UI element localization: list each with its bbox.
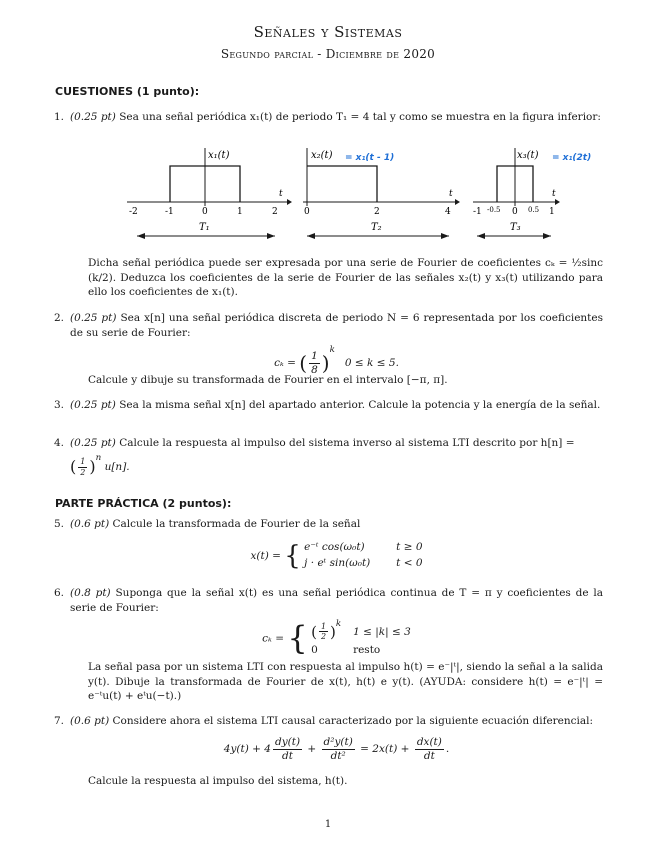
plot-x3 [473,148,591,239]
frac-den: 8 [311,363,318,376]
question-text: Suponga que la señal x(t) es una señal periódica continua de T = π y coeficientes de la serie de Fourier: [70,587,603,614]
fraction [322,736,355,762]
plot-x2 [303,148,460,239]
plot1-tick: -2 [129,207,138,217]
section-practica: PARTE PRÁCTICA (2 puntos): [55,497,232,510]
question-points: (0.25 pt) [70,312,117,324]
case-cond: 1 ≤ |k| ≤ 3 [353,625,411,638]
section-cuestiones: CUESTIONES (1 punto): [55,85,200,98]
plot3-period: T₃ [510,222,521,233]
plot3-label: x₃(t) [517,150,539,161]
question-number: 4. [54,437,65,449]
plot2-axis: t [449,189,453,199]
eq-part: + [307,743,317,756]
question-points: (0.6 pt) [70,715,110,727]
plot1-tick: -1 [165,207,174,217]
plot3-tick: 1 [549,207,555,217]
plot2-label: x₂(t) [311,150,333,161]
question-text: Calcule la respuesta al impulso del sistema inverso al sistema LTI descrito por h[n] = [119,437,575,449]
plot2-tick: 4 [445,207,451,217]
page-number: 1 [324,819,332,830]
question-points: (0.25 pt) [70,399,116,411]
frac-num: d²y(t) [323,736,353,748]
question-points: (0.25 pt) [70,111,116,123]
question-number: 2. [54,312,65,324]
question-4-formula: ( $\frac{1}{2}$ )$^n$ u[n]. [70,453,130,477]
frac-num: 1 [311,349,318,362]
frac-num: dy(t) [274,736,301,748]
plot-x1 [127,148,292,239]
frac-num: dx(t) [416,736,442,748]
piecewise-cases [304,540,422,572]
question-text: Considere ahora el sistema LTI causal caracterizado por la siguiente ecuación diferencial: [112,715,594,727]
equation-ck-continuous: cₖ = { ( $\frac{1}{2}$ )$^k$1 ≤ |k| ≤ 3 0 resto [262,618,411,657]
frac-den: dt [423,749,435,762]
question-3 [54,398,603,413]
question-6 [54,586,603,615]
plot3-tick: -1 [473,207,482,217]
question-points: (0.6 pt) [70,518,110,530]
fraction [78,457,87,477]
eq-part: = 2x(t) + [360,743,410,756]
plot2-tick: 0 [304,207,310,217]
question-points: (0.25 pt) [70,437,116,449]
case-expr: e⁻ᵗ cos(ω₀t) [304,541,365,554]
plot1-label: x₁(t) [208,150,230,161]
piecewise-cases: ( $\frac{1}{2}$ )$^k$1 ≤ |k| ≤ 3 0 resto [311,618,411,659]
question-number: 1. [54,111,65,123]
question-1 [54,110,603,125]
question-6-followup: La señal pasa por un sistema LTI con respuesta al impulso h(t) = e⁻|ᵗ|, siendo la señal a la salida y(t). Dibuje la transformada de Fourier de x(t), h(t) e y(t). (AYUDA: considere h(t) = e⁻|ᵗ| = e⁻ᵗu(t) + eᵗu(−t).) [88,661,603,703]
question-number: 3. [54,399,65,411]
frac-den: 2 [320,632,327,642]
document-subtitle: Segundo parcial - Diciembre de 2020 [220,47,436,61]
frac-num: 1 [80,456,86,466]
question-text: Sea una señal periódica x₁(t) de periodo T₁ = 4 tal y como se muestra en la figura inferior: [119,111,601,123]
frac-num: 1 [320,621,327,631]
exponent: k [335,618,342,629]
eq-condition: 0 ≤ k ≤ 5. [344,357,399,369]
plot1-tick: 2 [272,207,278,217]
question-text: Sea la misma señal x[n] del apartado anterior. Calcule la potencia y la energía de la señal. [119,399,601,411]
fraction [319,622,328,642]
plot3-axis: t [552,189,556,199]
plot1-tick: 1 [237,207,243,217]
eq-lhs: x(t) = [250,550,281,563]
formula-tail: u[n]. [104,461,130,473]
plot3-tick: 0 [512,207,518,217]
equation-ck-discrete: cₖ = ( $\frac{1}{8}$ )$^k$ 0 ≤ k ≤ 5. [274,345,399,376]
case-cond: resto [353,644,381,657]
question-number: 5. [54,518,65,530]
eq-part: 4y(t) + 4 [223,743,271,756]
plot3-tick: -0.5 [487,206,501,214]
question-7-followup: Calcule la respuesta al impulso del sistema, h(t). [88,775,348,787]
question-number: 7. [54,715,65,727]
question-number: 6. [54,587,65,599]
plot2-period: T₂ [371,222,382,233]
question-4 [54,436,603,451]
plot1-tick: 0 [202,207,208,217]
case-expr: 0 [311,644,318,657]
plot3-tick: 0.5 [528,206,540,214]
eq-part: . [445,743,450,756]
document-title: Señales y Sistemas [253,23,403,41]
exponent: n [95,453,102,463]
plot1-period: T₁ [199,222,210,233]
differential-equation [70,736,603,762]
plot2-handwritten-note: = x₁(t - 1) [345,153,395,163]
case-cond: t < 0 [396,557,423,570]
frac-den: dt [282,749,293,762]
eq-lhs: cₖ = [262,632,285,645]
exponent: k [329,345,335,355]
question-5 [54,517,603,532]
question-2 [54,311,603,340]
equation-x-piecewise: x(t) = { e⁻ᵗ cos(ω₀t) t ≥ 0 j · eᵗ sin(ω₀t) t < 0 [250,541,423,571]
question-2-followup: Calcule y dibuje su transformada de Fourier en el intervalo [−π, π]. [88,374,448,386]
plot2-tick: 2 [374,207,380,217]
fraction [273,736,302,762]
fraction [415,736,444,762]
question-text: Calcule la transformada de Fourier de la señal [112,518,361,530]
question-1-followup: Dicha señal periódica puede ser expresada por una serie de Fourier de coeficientes cₖ = ½sinc (k/2). Deduzca los coeficientes de la serie de Fourier de las señales x₂(t) y x₃(t) utilizando para ello los coeficientes de x₁(t). [88,257,603,299]
eq-lhs: cₖ = [274,357,296,369]
case-expr: j · eᵗ sin(ω₀t) [304,557,371,570]
question-text: Sea x[n] una señal periódica discreta de periodo N = 6 representada por los coeficientes de su serie de Fourier: [70,312,603,339]
question-points: (0.8 pt) [70,587,111,599]
question-7 [54,714,603,729]
case-cond: t ≥ 0 [396,541,423,554]
plot3-handwritten-note: = x₁(2t) [552,153,592,163]
signal-figure [115,144,615,244]
plot1-axis: t [279,189,283,199]
frac-den: 2 [80,467,86,477]
frac-den: dt² [330,749,346,762]
